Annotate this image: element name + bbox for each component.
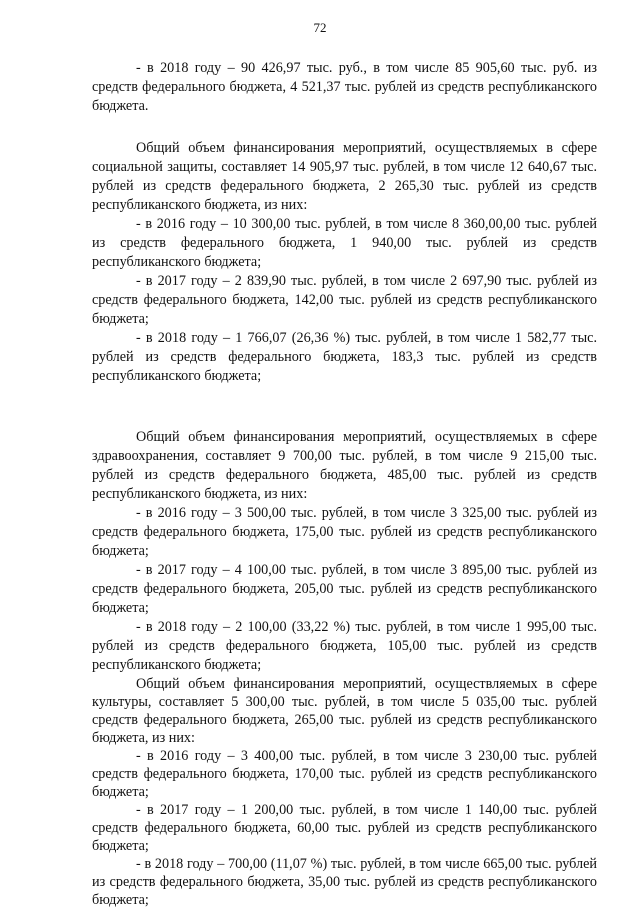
paragraph-social-protection-total: Общий объем финансирования мероприятий, осуществляемых в сфере социальной защиты, составляет 14 905,97 тыс. рублей, в том числе 12 640,67 тыс. рублей из средств федерального бюджета, 2 265,30 тыс. рублей из средств республиканского бюджета, из них: xyxy=(92,140,597,213)
paragraph-culture-2016: - в 2016 году – 3 400,00 тыс. рублей, в том числе 3 230,00 тыс. рублей средств федерального бюджета, 170,00 тыс. рублей из средств республиканского бюджета; xyxy=(92,748,597,800)
paragraph-healthcare-2018: - в 2018 году – 2 100,00 (33,22 %) тыс. рублей, в том числе 1 995,00 тыс. рублей из средств федерального бюджета, 105,00 тыс. рублей из средств республиканского бюджета; xyxy=(92,619,597,673)
document-body xyxy=(92,59,597,909)
page-number: 72 xyxy=(313,20,327,35)
paragraph-social-protection-2018: - в 2018 году – 1 766,07 (26,36 %) тыс. рублей, в том числе 1 582,77 тыс. рублей из средств федерального бюджета, 183,3 тыс. рублей из средств республиканского бюджета; xyxy=(92,330,597,384)
paragraph-healthcare-total: Общий объем финансирования мероприятий, осуществляемых в сфере здравоохранения, составляет 9 700,00 тыс. рублей, в том числе 9 215,00 тыс. рублей из средств федерального бюджета, 485,00 тыс. рублей из средств республиканского бюджета, из них: xyxy=(92,429,597,502)
paragraph-healthcare-2017: - в 2017 году – 4 100,00 тыс. рублей, в том числе 3 895,00 тыс. рублей из средств федерального бюджета, 205,00 тыс. рублей из средств республиканского бюджета; xyxy=(92,562,597,616)
paragraph-culture-total: Общий объем финансирования мероприятий, осуществляемых в сфере культуры, составляет 5 300,00 тыс. рублей, в том числе 5 035,00 тыс. рублей средств федерального бюджета, 265,00 тыс. рублей из средств республиканского бюджета, из них: xyxy=(92,676,597,746)
paragraph-culture-2017: - в 2017 году – 1 200,00 тыс. рублей, в том числе 1 140,00 тыс. рублей средств федерального бюджета, 60,00 тыс. рублей из средств республиканского бюджета; xyxy=(92,802,597,854)
paragraph-culture-2018: - в 2018 году – 700,00 (11,07 %) тыс. рублей, в том числе 665,00 тыс. рублей из средств федерального бюджета, 35,00 тыс. рублей из средств республиканского бюджета; xyxy=(92,856,597,908)
paragraph-social-protection-2016: - в 2016 году – 10 300,00 тыс. рублей, в том числе 8 360,00,00 тыс. рублей из средств федерального бюджета, 1 940,00 тыс. рублей из средств республиканского бюджета; xyxy=(92,216,597,270)
paragraph-2018-general: - в 2018 году – 90 426,97 тыс. руб., в том числе 85 905,60 тыс. руб. из средств федерального бюджета, 4 521,37 тыс. рублей из средств республиканского бюджета. xyxy=(92,60,597,114)
paragraph-social-protection-2017: - в 2017 году – 2 839,90 тыс. рублей, в том числе 2 697,90 тыс. рублей из средств федерального бюджета, 142,00 тыс. рублей из средств республиканского бюджета; xyxy=(92,273,597,327)
paragraph-healthcare-2016: - в 2016 году – 3 500,00 тыс. рублей, в том числе 3 325,00 тыс. рублей из средств федерального бюджета, 175,00 тыс. рублей из средств республиканского бюджета; xyxy=(92,505,597,559)
